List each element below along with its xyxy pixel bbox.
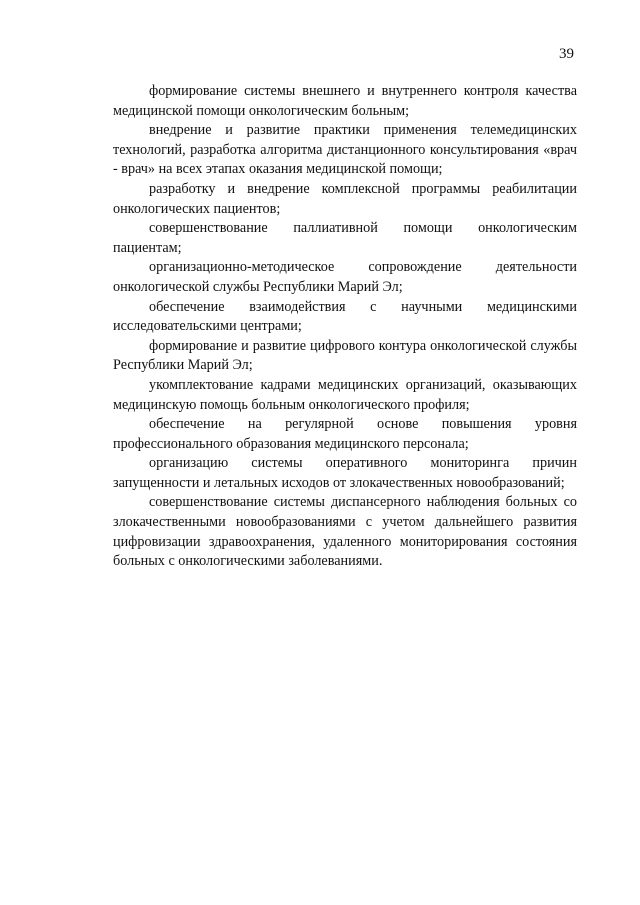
list-item: обеспечение на регулярной основе повышения уровня профессионального образования медицинского персонала; <box>113 416 577 452</box>
list-item: организацию системы оперативного мониторинга причин запущенности и летальных исходов от злокачественных новообразований; <box>113 455 577 491</box>
list-item: формирование системы внешнего и внутреннего контроля качества медицинской помощи онкологическим больным; <box>113 83 577 119</box>
list-item: совершенствование паллиативной помощи онкологическим пациентам; <box>113 220 577 256</box>
page-number: 39 <box>559 46 574 62</box>
document-body <box>113 82 577 572</box>
list-item: совершенствование системы диспансерного наблюдения больных со злокачественными новообразованиями с учетом дальнейшего развития цифровизации здравоохранения, удаленного мониторирования состояния больных с онкологическими заболеваниями. <box>113 494 577 570</box>
list-item: организационно-методическое сопровождение деятельности онкологической службы Республики Марий Эл; <box>113 259 577 295</box>
list-item: разработку и внедрение комплексной программы реабилитации онкологических пациентов; <box>113 180 577 217</box>
list-item: укомплектование кадрами медицинских организаций, оказывающих медицинскую помощь больным онкологического профиля; <box>113 376 577 413</box>
list-item: обеспечение взаимодействия с научными медицинскими исследовательскими центрами; <box>113 298 577 335</box>
list-item: формирование и развитие цифрового контура онкологической службы Республики Марий Эл; <box>113 337 577 374</box>
list-item: внедрение и развитие практики применения телемедицинских технологий, разработка алгоритма дистанционного консультирования «врач - врач» на всех этапах оказания медицинской помощи; <box>113 122 577 178</box>
